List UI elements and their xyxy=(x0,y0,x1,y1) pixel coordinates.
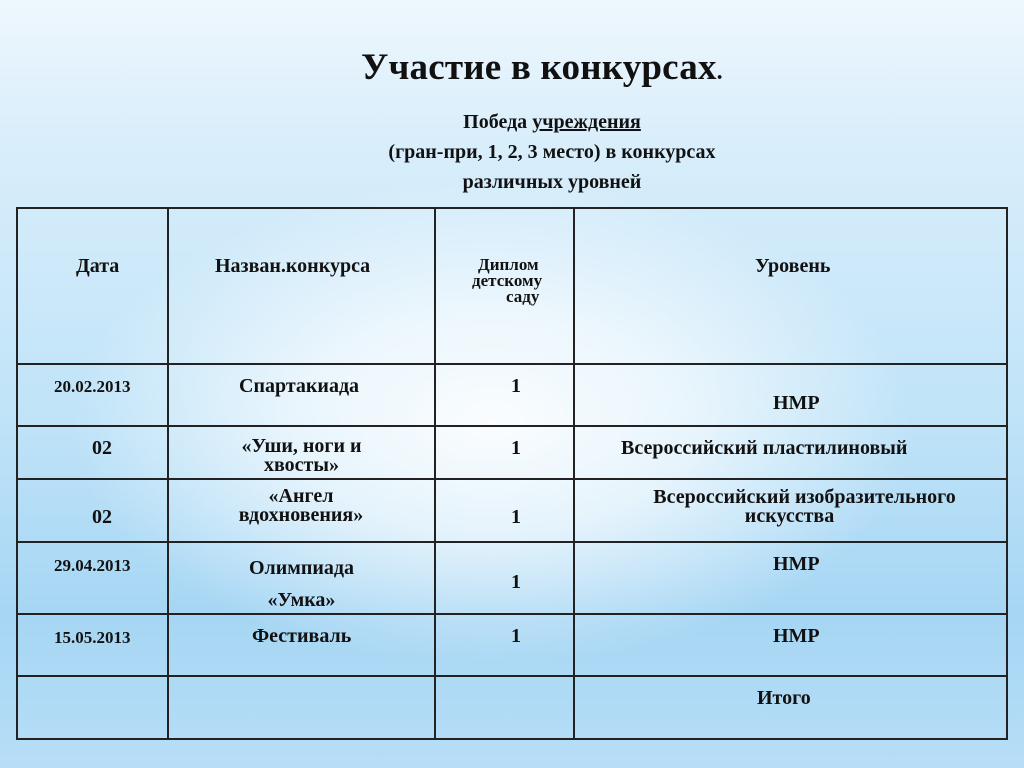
row-date: 20.02.2013 xyxy=(54,377,131,396)
header-diploma-line-3: саду xyxy=(506,287,540,306)
row-date: 02 xyxy=(92,506,112,528)
cell-diploma xyxy=(435,614,574,676)
row-date: 29.04.2013 xyxy=(54,556,131,575)
row-level: НМР xyxy=(773,553,820,575)
header-diploma-line-1: Диплом xyxy=(478,255,539,274)
cell-contest xyxy=(168,542,435,614)
header-diploma-line-2: детскому xyxy=(472,271,543,290)
cell-level xyxy=(574,614,1007,676)
row-contest-line-1: Олимпиада xyxy=(248,557,355,579)
row-diploma: 1 xyxy=(511,625,521,647)
cell-date xyxy=(17,614,168,676)
table-row xyxy=(17,364,1007,426)
row-contest: Спартакиада xyxy=(239,375,360,397)
row-diploma: 1 xyxy=(511,437,521,459)
row-total-label: Итого xyxy=(757,687,811,709)
row-level: НМР xyxy=(773,625,820,647)
row-contest-line-1: «Уши, ноги и xyxy=(241,435,362,457)
row-contest-line-2: хвосты» xyxy=(264,454,339,476)
header-level: Уровень xyxy=(755,255,831,277)
cell-diploma xyxy=(435,676,574,739)
row-level: НМР xyxy=(773,392,820,414)
row-date: 02 xyxy=(92,437,112,459)
table-header-row xyxy=(17,208,1007,364)
header-cell-contest xyxy=(168,208,435,364)
header-date: Дата xyxy=(76,255,120,277)
header-contest: Назван.конкурса xyxy=(215,255,371,277)
row-date: 15.05.2013 xyxy=(54,628,131,647)
contests-table xyxy=(16,207,1008,740)
cell-date xyxy=(17,479,168,542)
cell-contest xyxy=(168,676,435,739)
cell-diploma xyxy=(435,364,574,426)
row-diploma: 1 xyxy=(511,571,521,593)
subtitle-line-2: (гран-при, 1, 2, 3 место) в конкурсах xyxy=(388,141,716,163)
slide-title-text: Участие в конкурсах xyxy=(361,47,717,88)
cell-contest xyxy=(168,426,435,479)
cell-level xyxy=(574,364,1007,426)
row-level-line-2: искусства xyxy=(744,505,835,527)
slide-title-dot: . xyxy=(716,59,723,85)
row-contest: Фестиваль xyxy=(252,625,352,647)
cell-contest xyxy=(168,364,435,426)
cell-contest xyxy=(168,479,435,542)
header-cell-level xyxy=(574,208,1007,364)
subtitle-underlined-word: учреждения xyxy=(532,111,641,133)
cell-date xyxy=(17,426,168,479)
row-contest-line-2: вдохновения» xyxy=(238,504,364,526)
table-row xyxy=(17,426,1007,479)
subtitle-line-3: различных уровней xyxy=(462,171,642,193)
row-diploma: 1 xyxy=(511,506,521,528)
header-cell-diploma xyxy=(435,208,574,364)
cell-level xyxy=(574,542,1007,614)
cell-diploma xyxy=(435,479,574,542)
subtitle-prefix: Победа xyxy=(463,111,533,133)
cell-level xyxy=(574,676,1007,739)
row-level-line-1: Всероссийский изобразительного xyxy=(653,486,956,508)
cell-contest xyxy=(168,614,435,676)
table-row xyxy=(17,676,1007,739)
table-row xyxy=(17,542,1007,614)
header-cell-date xyxy=(17,208,168,364)
cell-level xyxy=(574,479,1007,542)
row-contest-line-2: «Умка» xyxy=(267,589,336,611)
table-row xyxy=(17,479,1007,542)
slide-title xyxy=(0,46,1024,89)
subtitle-line-1 xyxy=(80,107,1024,137)
row-diploma: 1 xyxy=(511,375,521,397)
cell-level xyxy=(574,426,1007,479)
table-row xyxy=(17,614,1007,676)
cell-date xyxy=(17,676,168,739)
slide-subtitle xyxy=(0,107,1024,197)
row-level: Всероссийский пластилиновый xyxy=(621,437,908,459)
cell-diploma xyxy=(435,542,574,614)
cell-diploma xyxy=(435,426,574,479)
cell-date xyxy=(17,542,168,614)
cell-date xyxy=(17,364,168,426)
row-contest-line-1: «Ангел xyxy=(268,485,334,507)
